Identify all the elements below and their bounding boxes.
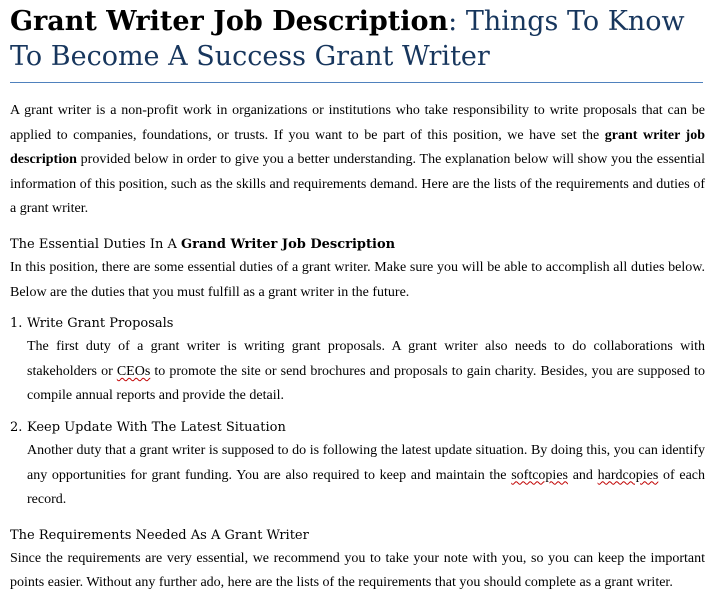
intro-bold-phrase: grant writer job description bbox=[10, 127, 705, 168]
title-underline bbox=[10, 82, 703, 83]
list-item-2 bbox=[10, 417, 705, 513]
requirements-intro-paragraph: Since the requirements are very essential, we recommend you to take your note with you, so you can keep the important points easier. Without any further ado, here are the lists of the requirements that you should complete as a grant writer. bbox=[10, 550, 705, 591]
intro-text-2: provided below in order to give you a better understanding. The explanation below will show you the essential information of this position, such as the skills and requirements demand. Here are the lists of the requirements and duties of a grant writer. bbox=[10, 152, 705, 217]
list-item-1-body bbox=[27, 335, 705, 409]
requirements-heading: The Requirements Needed As A Grant Writer bbox=[10, 527, 309, 543]
list-item-2-title: Keep Update With The Latest Situation bbox=[27, 419, 286, 435]
list-item-2-number: 2. bbox=[10, 419, 23, 435]
list-item-1-title: Write Grant Proposals bbox=[27, 316, 174, 332]
list-item-1-number: 1. bbox=[10, 316, 23, 332]
duties-intro-paragraph: In this position, there are some essential duties of a grant writer. Make sure you will be able to accomplish all duties below. Below are the duties that you must fulfill as a grant writer in the future. bbox=[10, 259, 705, 300]
list-item-2-heading bbox=[10, 417, 705, 439]
list-item-1-heading bbox=[10, 313, 705, 335]
list-item-1-text-b: to promote the site or send brochures and proposals to gain charity. Besides, you are supposed to compile annual reports and provide the detail. bbox=[27, 363, 705, 404]
intro-paragraph bbox=[10, 99, 705, 222]
spellcheck-flag: CEOs bbox=[116, 363, 151, 379]
page-title-bold: Grant Writer Job Description bbox=[10, 6, 449, 37]
intro-text-1: A grant writer is a non-profit work in organizations or institutions who take responsibility to write proposals that can be applied to companies, foundations, or trusts. If you want to be part of this position, we have set the bbox=[10, 103, 705, 143]
list-item-1-text-a: The first duty of a grant writer is writing grant proposals. A grant writer also needs to do collaborations with stakeholders or bbox=[27, 339, 705, 379]
list-item-2-text-b: of each record. bbox=[27, 467, 705, 508]
spellcheck-flag: hardcopies bbox=[597, 467, 659, 483]
duties-heading bbox=[10, 234, 705, 256]
document-page bbox=[10, 0, 705, 596]
spellcheck-flag: softcopies bbox=[511, 467, 568, 483]
duties-heading-bold: Grand Writer Job Description bbox=[181, 236, 396, 252]
list-item-1 bbox=[10, 313, 705, 409]
list-item-2-body bbox=[27, 439, 705, 513]
page-title bbox=[10, 4, 705, 74]
list-item-2-text-a: Another duty that a grant writer is supposed to do is following the latest update situation. By doing this, you can identify any opportunities for grant funding. You are also required to keep and maintain the bbox=[27, 442, 705, 483]
page-title-rest: : Things To Know To Become A Success Grant Writer bbox=[10, 6, 685, 72]
list-item-2-text-mid: and bbox=[567, 467, 598, 483]
duties-heading-plain: The Essential Duties In A bbox=[10, 236, 182, 252]
